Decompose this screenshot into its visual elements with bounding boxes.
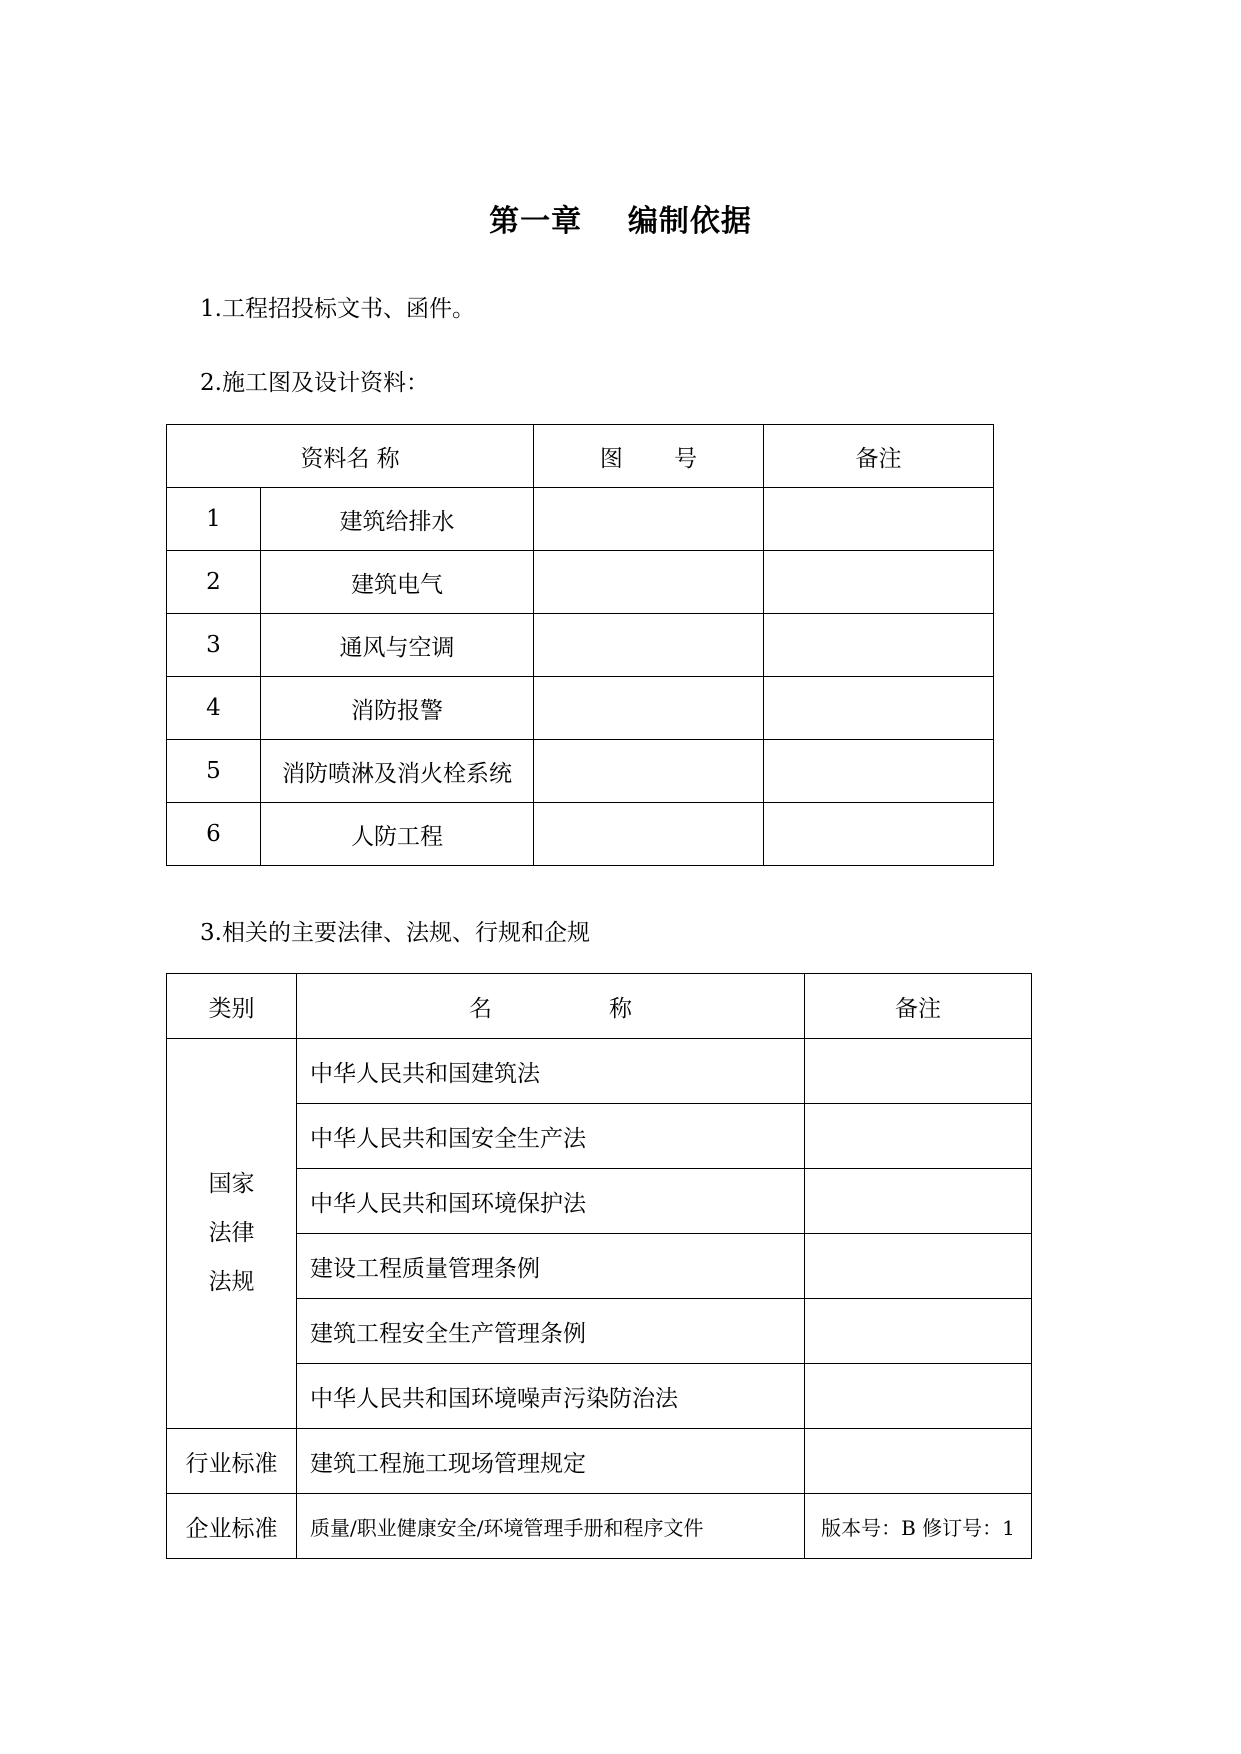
row-index: 2 [167, 551, 261, 614]
row-name: 通风与空调 [261, 614, 534, 677]
category-line: 法规 [208, 1269, 255, 1295]
chapter-title: 第一章 编制依据 [489, 204, 752, 239]
row-remark [764, 551, 994, 614]
row-drawing-number [534, 614, 764, 677]
header-name: 名 称 [297, 974, 805, 1039]
law-name: 中华人民共和国建筑法 [297, 1039, 805, 1104]
table-row [167, 1104, 1032, 1169]
law-remark [805, 1299, 1032, 1364]
table-header-row [167, 425, 994, 488]
law-name: 建设工程质量管理条例 [297, 1234, 805, 1299]
law-remark [805, 1429, 1032, 1494]
row-name: 建筑给排水 [261, 488, 534, 551]
row-remark [764, 803, 994, 866]
drawings-table [166, 424, 994, 866]
header-name: 资料名 称 [167, 425, 534, 488]
row-name: 建筑电气 [261, 551, 534, 614]
header-category: 类别 [167, 974, 297, 1039]
table-row [167, 614, 994, 677]
row-index: 5 [167, 740, 261, 803]
law-name: 中华人民共和国环境保护法 [297, 1169, 805, 1234]
table-row [167, 1299, 1032, 1364]
row-name: 消防喷淋及消火栓系统 [261, 740, 534, 803]
category-industry-standard: 行业标准 [167, 1429, 297, 1494]
item-2: 2.施工图及设计资料： [200, 370, 429, 396]
table-row [167, 551, 994, 614]
laws-table [166, 973, 1032, 1559]
row-drawing-number [534, 803, 764, 866]
law-name: 建筑工程安全生产管理条例 [297, 1299, 805, 1364]
law-name: 中华人民共和国环境噪声污染防治法 [297, 1364, 805, 1429]
header-drawing-number: 图 号 [534, 425, 764, 488]
header-remark: 备注 [764, 425, 994, 488]
law-name: 质量/职业健康安全/环境管理手册和程序文件 [297, 1494, 805, 1559]
table-row [167, 1169, 1032, 1234]
law-remark [805, 1364, 1032, 1429]
table-row [167, 1494, 1032, 1559]
row-index: 3 [167, 614, 261, 677]
law-remark [805, 1169, 1032, 1234]
header-remark: 备注 [805, 974, 1032, 1039]
table-row [167, 803, 994, 866]
row-drawing-number [534, 677, 764, 740]
row-index: 4 [167, 677, 261, 740]
version-remark: 版本号：B 修订号：1 [805, 1494, 1032, 1559]
table-row [167, 740, 994, 803]
table-header-row [167, 974, 1032, 1039]
law-remark [805, 1104, 1032, 1169]
law-remark [805, 1039, 1032, 1104]
table-row [167, 1429, 1032, 1494]
law-name: 中华人民共和国安全生产法 [297, 1104, 805, 1169]
row-drawing-number [534, 551, 764, 614]
row-drawing-number [534, 740, 764, 803]
row-remark [764, 740, 994, 803]
table-row [167, 1039, 1032, 1104]
row-name: 消防报警 [261, 677, 534, 740]
table-row [167, 1234, 1032, 1299]
row-index: 6 [167, 803, 261, 866]
law-remark [805, 1234, 1032, 1299]
category-line: 国家 [208, 1171, 255, 1197]
row-index: 1 [167, 488, 261, 551]
item-3: 3.相关的主要法律、法规、行规和企规 [200, 920, 590, 946]
row-remark [764, 488, 994, 551]
category-national-laws [167, 1039, 297, 1429]
row-drawing-number [534, 488, 764, 551]
table-row [167, 488, 994, 551]
table-row [167, 1364, 1032, 1429]
law-name: 建筑工程施工现场管理规定 [297, 1429, 805, 1494]
table-row [167, 677, 994, 740]
category-line: 法律 [208, 1220, 255, 1246]
category-enterprise-standard: 企业标准 [167, 1494, 297, 1559]
item-1: 1.工程招投标文书、函件。 [200, 296, 475, 322]
row-name: 人防工程 [261, 803, 534, 866]
row-remark [764, 677, 994, 740]
row-remark [764, 614, 994, 677]
